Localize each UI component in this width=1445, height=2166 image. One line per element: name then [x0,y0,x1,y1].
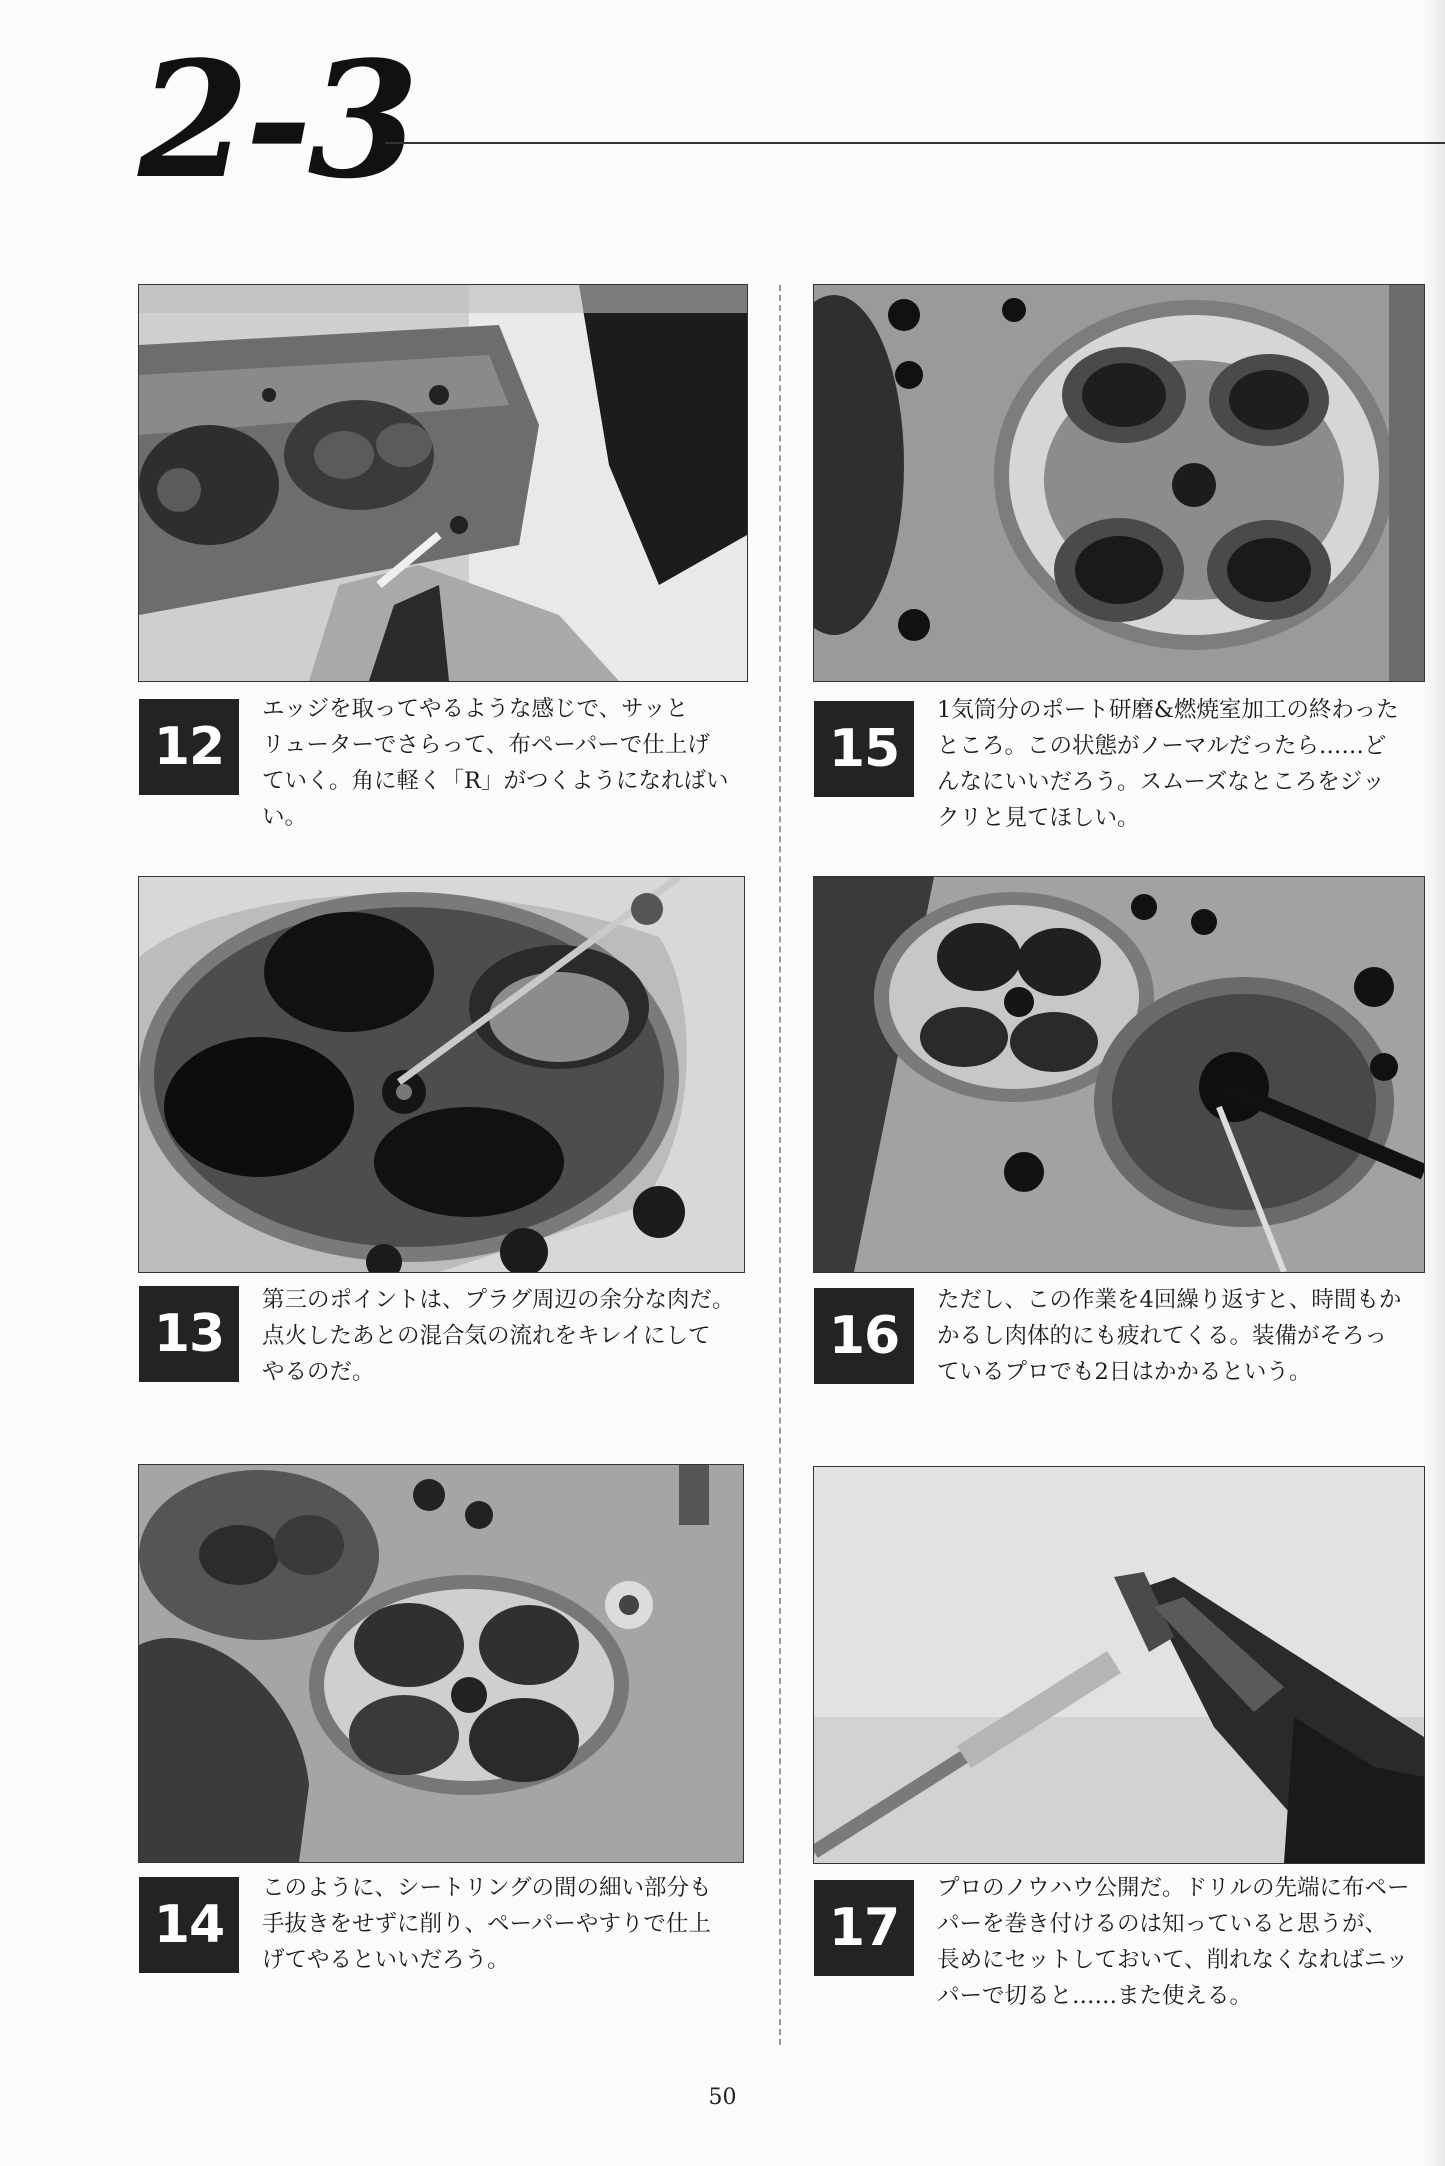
step-badge-17: 17 [814,1880,914,1976]
caption-step-15: 1気筒分のポート研磨&燃焼室加工の終わった ところ。この状態がノーマルだったら……ど んなにいいだろう。スムーズなところをジッ クリと見てほしい。 [937,697,1399,831]
step-badge-15: 15 [814,701,914,797]
photo-step-16 [813,876,1425,1273]
caption-step-16: ただし、この作業を4回繰り返すと、時間もか かるし肉体的にも疲れてくる。装備がそろっ ているプロでも2日はかかるという。 [937,1287,1402,1385]
caption-step-14: このように、シートリングの間の細い部分も 手抜きをせずに削り、ペーパーやすりで仕上 げてやるといいだろう。 [262,1875,712,1973]
step-badge-13: 13 [139,1286,239,1382]
step-badge-16: 16 [814,1288,914,1384]
column-divider [779,285,781,2045]
photo-step-14 [138,1464,744,1863]
page-edge-shadow [1423,0,1445,2166]
caption-step-17: プロのノウハウ公開だ。ドリルの先端に布ペー パーを巻き付けるのは知っていると思うが、 長めにセットしておいて、削れなくなればニッ パーで切ると……また使える。 [937,1875,1410,2009]
step-badge-12: 12 [139,699,239,795]
page-number: 50 [708,2085,737,2110]
photo-step-17 [813,1466,1425,1864]
title-rule [385,142,1445,144]
section-number: 2-3 [138,26,416,214]
photo-step-13 [138,876,745,1273]
photo-step-15 [813,284,1425,682]
caption-step-13: 第三のポイントは、プラグ周辺の余分な肉だ。 点火したあとの混合気の流れをキレイにして やるのだ。 [262,1287,735,1385]
photo-step-12 [138,284,748,682]
step-badge-14: 14 [139,1877,239,1973]
caption-step-12: エッジを取ってやるような感じで、サッと リューターでさらって、布ペーパーで仕上げ ていく。角に軽く「R」がつくようになればい い。 [262,696,729,830]
